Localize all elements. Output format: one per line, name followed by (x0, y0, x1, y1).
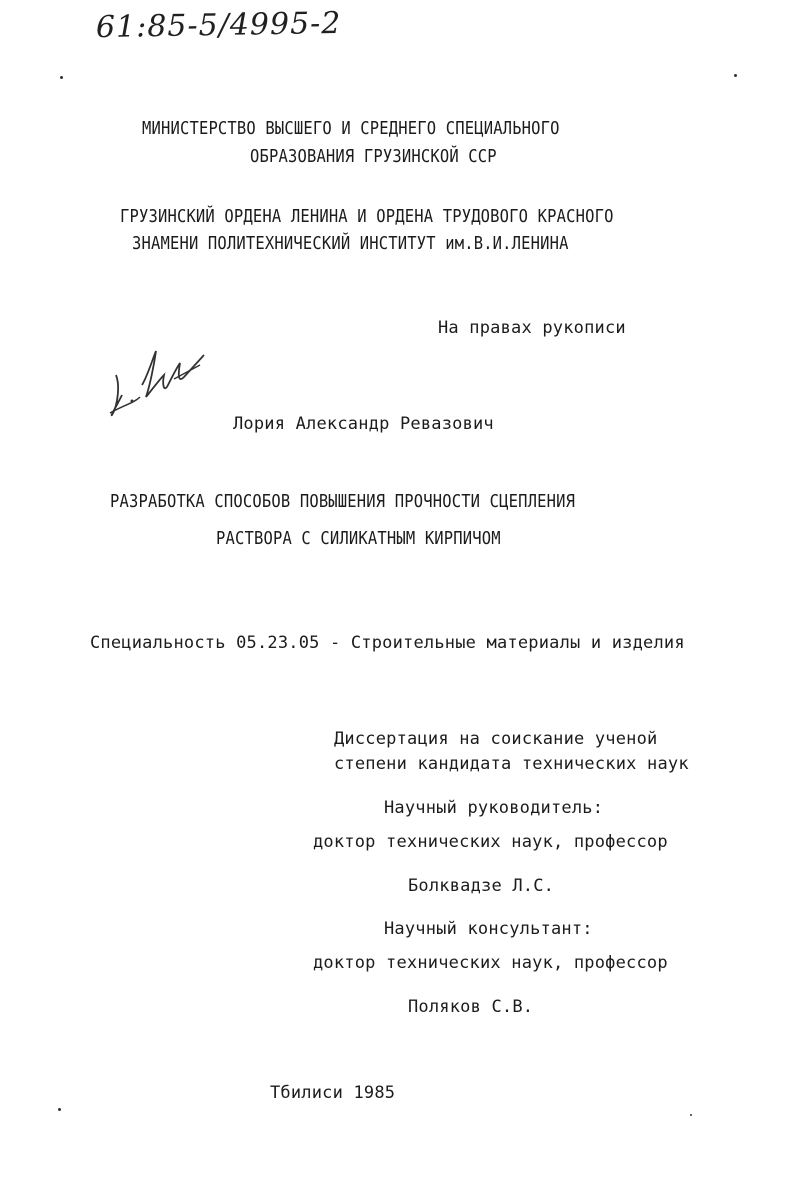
institute-line-1: ГРУЗИНСКИЙ ОРДЕНА ЛЕНИНА И ОРДЕНА ТРУДОВОГО КРАСНОГО (120, 206, 614, 227)
ministry-line-1: МИНИСТЕРСТВО ВЫСШЕГО И СРЕДНЕГО СПЕЦИАЛЬНОГО (142, 118, 560, 139)
supervisor-label: Научный руководитель: (384, 798, 604, 818)
scan-speck (690, 1114, 692, 1116)
specialty: Специальность 05.23.05 - Строительные материалы и изделия (90, 633, 685, 653)
consultant-label: Научный консультант: (384, 919, 593, 939)
consultant-rank: доктор технических наук, профессор (313, 953, 668, 973)
archive-code: 61:85-5/4995-2 (95, 5, 342, 46)
institute-line-2: ЗНАМЕНИ ПОЛИТЕХНИЧЕСКИЙ ИНСТИТУТ им.В.И.ЛЕНИНА (132, 233, 569, 254)
consultant-name: Поляков С.В. (408, 997, 534, 1017)
scan-speck (60, 76, 63, 79)
supervisor-rank: доктор технических наук, профессор (313, 832, 668, 852)
degree-line-2: степени кандидата технических наук (334, 754, 689, 774)
supervisor-name: Болквадзе Л.С. (408, 876, 555, 896)
scan-speck (58, 1108, 61, 1111)
ministry-line-2: ОБРАЗОВАНИЯ ГРУЗИНСКОЙ ССР (250, 146, 497, 167)
place-year: Тбилиси 1985 (270, 1083, 396, 1103)
author-name: Лория Александр Ревазович (233, 414, 494, 434)
degree-line-1: Диссертация на соискание ученой (334, 729, 658, 749)
author-signature (104, 345, 214, 425)
manuscript-note: На правах рукописи (438, 318, 626, 338)
scan-speck (734, 74, 737, 77)
dissertation-title-line-2: РАСТВОРА С СИЛИКАТНЫМ КИРПИЧОМ (216, 528, 501, 549)
dissertation-title-line-1: РАЗРАБОТКА СПОСОБОВ ПОВЫШЕНИЯ ПРОЧНОСТИ СЦЕПЛЕНИЯ (110, 491, 576, 512)
